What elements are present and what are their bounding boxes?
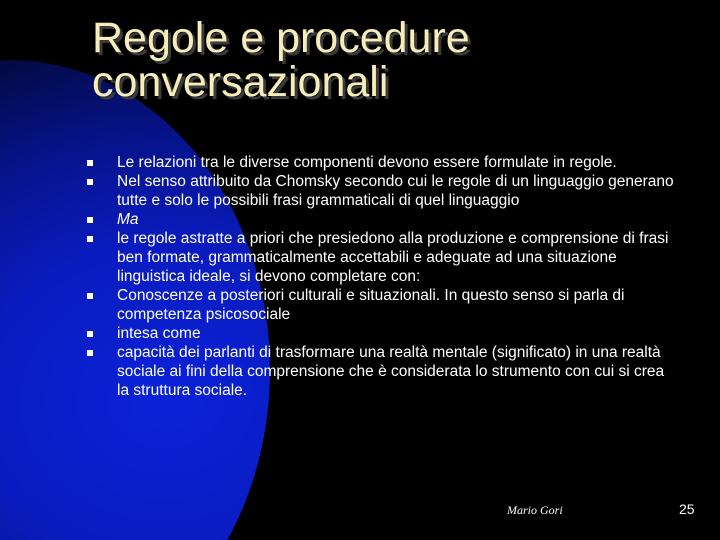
square-bullet-icon — [87, 331, 93, 337]
list-item — [86, 324, 676, 343]
list-item — [86, 343, 676, 400]
list-item — [86, 172, 676, 210]
square-bullet-icon — [87, 236, 93, 242]
footer-author: Mario Gori — [507, 503, 563, 517]
square-bullet-icon — [87, 293, 93, 299]
square-bullet-icon — [87, 217, 93, 223]
title-line-2: conversazionali — [92, 58, 389, 106]
title-line-1: Regole e procedure — [92, 14, 470, 62]
list-item — [86, 153, 676, 172]
list-item — [86, 229, 676, 286]
bullet-text: le regole astratte a priori che presiedono alla produzione e comprensione di frasi ben formate, grammaticalmente accettabili e adeguate ad una situazione linguistica ideale, si devono completare con: — [117, 230, 669, 285]
bullet-text: intesa come — [117, 325, 201, 342]
square-bullet-icon — [87, 160, 93, 166]
bullet-list — [86, 153, 676, 400]
bullet-text: Nel senso attribuito da Chomsky secondo cui le regole di un linguaggio generano tutte e solo le possibili frasi grammaticali di quel linguaggio — [117, 173, 674, 209]
slide-title — [92, 16, 470, 104]
bullet-text: capacità dei parlanti di trasformare una realtà mentale (significato) in una realtà sociale ai fini della comprensione che è considerata lo strumento con cui si crea la struttura sociale. — [117, 344, 665, 399]
square-bullet-icon — [87, 350, 93, 356]
bullet-text: Ma — [117, 211, 139, 228]
bullet-text: Conoscenze a posteriori culturali e situazionali. In questo senso si parla di competenza psicosociale — [117, 287, 625, 323]
list-item — [86, 286, 676, 324]
square-bullet-icon — [87, 179, 93, 185]
page-number: 25 — [679, 501, 695, 517]
list-item — [86, 210, 676, 229]
bullet-text: Le relazioni tra le diverse componenti devono essere formulate in regole. — [117, 154, 617, 171]
